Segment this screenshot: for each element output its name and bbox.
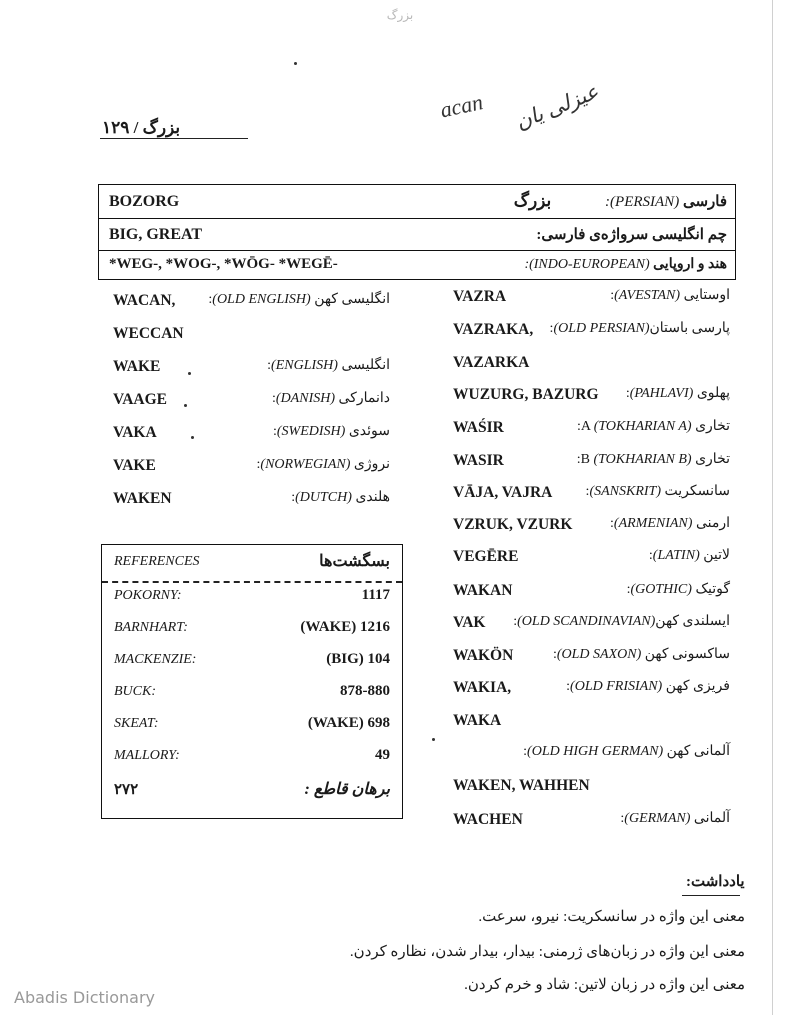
lang-fa: ارمنی (695, 516, 730, 531)
right-word: VAZRAKA, (453, 321, 534, 338)
lang-fa: انگلیسی کهن (314, 292, 390, 307)
reference-value: برهان قاطع : (304, 781, 390, 798)
lang-en: (SWEDISH) (276, 424, 346, 439)
persian-word: بزرگ (513, 191, 552, 210)
persian-label: فارسی (682, 194, 727, 210)
lang-fa: نروژی (353, 457, 390, 472)
lang-fa: پهلوی (696, 386, 730, 401)
handwritten-note-latin: acan (438, 89, 486, 123)
left-word: VAKA (113, 424, 157, 441)
lang-fa: آلمانی کهن (666, 744, 730, 759)
lang-en: (SANSKRIT) (589, 484, 662, 499)
lang-en: (TOKHARIAN B) (593, 452, 692, 467)
reference-value: 1117 (361, 587, 390, 603)
lang-en: (OLD SCANDINAVIAN) (517, 614, 656, 629)
lang-fa: آلمانی (693, 811, 730, 826)
references-box (101, 544, 403, 819)
right-word: WAKEN, WAHHEN (453, 777, 590, 794)
right-word: VAZRA (453, 288, 507, 305)
right-lang: ایسلندی کهن(OLD SCANDINAVIAN): (513, 614, 730, 629)
left-word: WACAN, (113, 292, 176, 309)
reference-name: POKORNY: (114, 588, 182, 603)
reference-row (102, 613, 402, 645)
right-lang: ارمنی (ARMENIAN): (610, 516, 730, 531)
reference-name: BUCK: (114, 684, 156, 699)
reference-row (102, 773, 402, 805)
indo-european-row (99, 250, 735, 280)
persian-row (99, 185, 735, 219)
right-word: WAŚIR (453, 419, 504, 436)
right-lang: سانسکریت (SANSKRIT): (585, 484, 730, 499)
reference-name: MALLORY: (114, 748, 180, 763)
references-title-fa: بسگشت‌ها (319, 553, 390, 570)
ie-label: هند و اروپایی (653, 257, 727, 272)
reference-value: 49 (375, 747, 390, 763)
lang-fa: دانمارکی (338, 391, 390, 406)
right-lang: پارسی باستان(OLD PERSIAN): (549, 321, 730, 336)
browser-title: بزرگ (386, 8, 414, 22)
right-lang: فریزی کهن (OLD FRISIAN): (566, 679, 730, 694)
right-word: WUZURG, BAZURG (453, 386, 599, 403)
reference-name: MACKENZIE: (114, 652, 197, 667)
lang-fa: سوئدی (348, 424, 390, 439)
right-lang: تخاری B (TOKHARIAN B): (576, 452, 730, 467)
right-lang: لاتین (LATIN): (648, 548, 730, 563)
lang-en: (DANISH) (275, 391, 336, 406)
left-lang: هلندی (DUTCH): (291, 490, 390, 505)
lang-fa: ایسلندی کهن (655, 614, 730, 629)
left-word: WAKEN (113, 490, 172, 507)
right-word: VZRUK, VZURK (453, 516, 573, 533)
speck (184, 404, 187, 407)
english-row (99, 218, 735, 251)
lang-fa: گوتیک (695, 582, 730, 597)
main-entry-table (98, 184, 736, 280)
left-lang: دانمارکی (DANISH): (272, 391, 390, 406)
lang-en: (PAHLAVI) (629, 386, 694, 401)
right-lang: تخاری A (TOKHARIAN A): (576, 419, 730, 434)
ie-tag: (INDO-EUROPEAN): (524, 257, 650, 272)
reference-row (102, 677, 402, 709)
watermark: Abadis Dictionary (14, 988, 155, 1007)
lang-en: (DUTCH) (295, 490, 352, 505)
left-lang: انگلیسی (ENGLISH): (267, 358, 390, 373)
reference-name: SKEAT: (114, 716, 159, 731)
lang-en: (OLD FRISIAN) (570, 679, 663, 694)
english-value: BIG, GREAT (109, 226, 203, 243)
left-word: WECCAN (113, 325, 184, 342)
right-word: WAKAN (453, 582, 513, 599)
persian-tag: (PERSIAN): (605, 194, 680, 210)
english-label: چم انگلیسی سرواژه‌ی فارسی: (536, 227, 727, 243)
lang-en: (ENGLISH) (271, 358, 338, 373)
lang-fa: پارسی باستان (649, 321, 730, 336)
left-word: WAKE (113, 358, 161, 375)
header-underline (100, 138, 248, 139)
reference-value: (WAKE) 1216 (300, 619, 390, 635)
speck (294, 62, 297, 65)
left-lang: انگلیسی کهن (OLD ENGLISH): (208, 292, 390, 307)
reference-name: ۲۷۲ (114, 782, 139, 798)
page-edge-line (772, 0, 773, 1015)
lang-fa: سانسکریت (664, 484, 730, 499)
lang-en: (ARMENIAN) (613, 516, 693, 531)
translit-value: BOZORG (109, 193, 180, 210)
left-word: VAAGE (113, 391, 167, 408)
reference-value: (WAKE) 698 (307, 715, 390, 731)
lang-fa: تخاری A (580, 419, 730, 434)
right-word: WACHEN (453, 811, 523, 828)
right-lang: آلمانی کهن (OLD HIGH GERMAN): (523, 744, 730, 759)
speck (188, 372, 191, 375)
ie-cell (524, 256, 727, 273)
speck (432, 738, 435, 741)
lang-en: (TOKHARIAN A) (593, 419, 692, 434)
note-line: معنی این واژه در سانسکریت: نیرو، سرعت. (478, 909, 745, 925)
right-lang: گوتیک (GOTHIC): (626, 582, 730, 597)
handwritten-note-persian: عیزلی یان (512, 79, 602, 135)
notes-underline (682, 895, 740, 896)
lang-fa: لاتین (703, 548, 730, 563)
lang-en: (NORWEGIAN) (260, 457, 351, 472)
right-word: VEGĒRE (453, 548, 519, 565)
lang-fa: اوستایی (683, 288, 730, 303)
right-word: WAKA (453, 712, 502, 729)
lang-fa: ساکسونی کهن (644, 647, 730, 662)
left-lang: نروژی (NORWEGIAN): (256, 457, 390, 472)
lang-en: (AVESTAN) (614, 288, 681, 303)
right-lang: آلمانی (GERMAN): (620, 811, 730, 826)
right-word: WASIR (453, 452, 504, 469)
reference-value: (BIG) 104 (326, 651, 390, 667)
references-title-en: REFERENCES (114, 554, 200, 569)
right-word: WAKIA, (453, 679, 512, 696)
lang-fa: فریزی کهن (665, 679, 730, 694)
note-line: معنی این واژه در زبان لاتین: شاد و خرم کردن. (464, 977, 745, 993)
right-word: WAKÖN (453, 647, 514, 664)
right-word: VAZARKA (453, 354, 530, 371)
lang-en: (OLD PERSIAN) (553, 321, 650, 336)
header-word: بزرگ / ۱۲۹ (102, 118, 181, 137)
reference-row (102, 581, 402, 613)
right-lang: ساکسونی کهن (OLD SAXON): (552, 647, 730, 662)
lang-fa: انگلیسی (341, 358, 390, 373)
left-word: VAKE (113, 457, 156, 474)
reference-value: 878-880 (340, 683, 390, 699)
lang-en: (OLD SAXON) (556, 647, 642, 662)
lang-en: (LATIN) (652, 548, 700, 563)
speck (191, 436, 194, 439)
right-word: VĀJA, VAJRA (453, 484, 553, 501)
left-lang: سوئدی (SWEDISH): (272, 424, 390, 439)
lang-fa: هلندی (355, 490, 390, 505)
note-line: معنی این واژه در زبان‌های ژرمنی: بیدار، بیدار شدن، نظاره کردن. (349, 944, 745, 960)
right-lang: اوستایی (AVESTAN): (610, 288, 730, 303)
lang-fa: تخاری B (580, 452, 730, 467)
reference-row (102, 645, 402, 677)
notes-heading: یادداشت: (686, 874, 745, 890)
lang-en: (OLD HIGH GERMAN) (527, 744, 664, 759)
right-lang: پهلوی (PAHLAVI): (625, 386, 730, 401)
lang-en: (OLD ENGLISH) (212, 292, 311, 307)
lang-en: (GOTHIC) (630, 582, 692, 597)
reference-row (102, 741, 402, 773)
persian-cell (514, 191, 727, 211)
lang-en: (GERMAN) (624, 811, 691, 826)
reference-name: BARNHART: (114, 620, 188, 635)
right-word: VAK (453, 614, 486, 631)
references-header (102, 545, 402, 583)
ie-value: *WEG-, *WOG-, *WŌG- *WEGĒ- (109, 256, 338, 272)
reference-row (102, 709, 402, 741)
